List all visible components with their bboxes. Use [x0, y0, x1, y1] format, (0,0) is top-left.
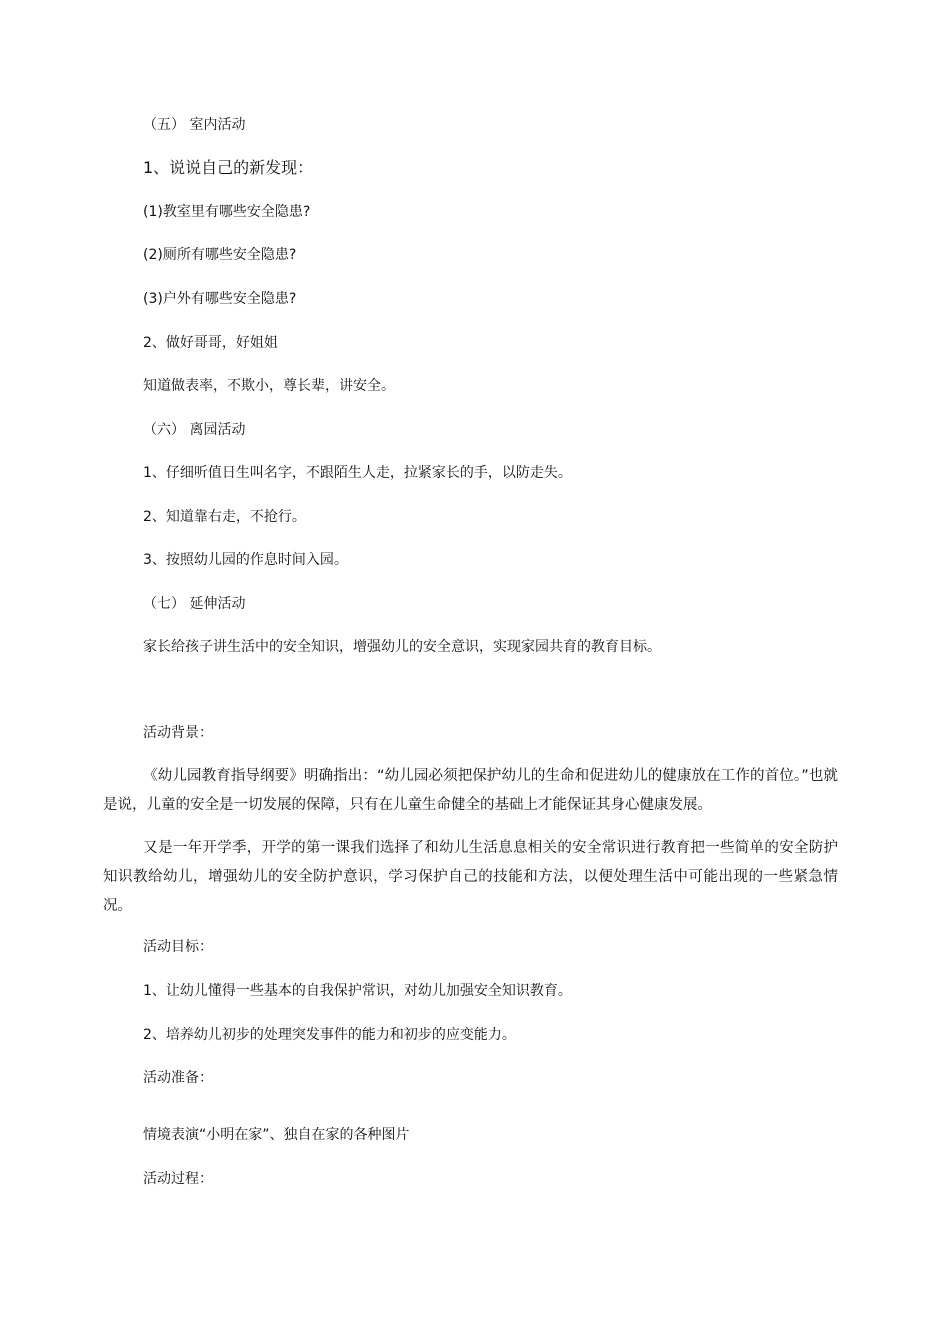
section-5-heading: （五） 室内活动 — [143, 117, 246, 133]
section-6-item-1: 1、仔细听值日生叫名字，不跟陌生人走，拉紧家长的手，以防走失。 — [143, 465, 572, 481]
background-paragraph-1 — [103, 762, 838, 820]
background-paragraph-1-text: 《幼儿园教育指导纲要》明确指出：“幼儿园必须把保护幼儿的生命和促进幼儿的健康放在工作的首位。”也就是说，儿童的安全是一切发展的保障，只有在儿童生命健全的基础上才能保证其身心健康发展。 — [103, 768, 838, 813]
section-5-item-2: 2、做好哥哥，好姐姐 — [143, 335, 278, 351]
section-6-heading: （六） 离园活动 — [143, 422, 246, 438]
background-paragraph-2 — [103, 834, 838, 921]
section-6-item-3: 3、按照幼儿园的作息时间入园。 — [143, 552, 348, 568]
section-7-heading: （七） 延伸活动 — [143, 596, 246, 612]
goals-item-2: 2、培养幼儿初步的处理突发事件的能力和初步的应变能力。 — [143, 1027, 516, 1043]
section-5-question-3: (3)户外有哪些安全隐患? — [143, 291, 297, 307]
section-5-question-1: (1)教室里有哪些安全隐患? — [143, 204, 311, 220]
section-5-item-2-text: 知道做表率，不欺小，尊长辈，讲安全。 — [143, 378, 395, 394]
prep-label: 活动准备： — [143, 1070, 213, 1086]
section-5-question-2: (2)厕所有哪些安全隐患? — [143, 247, 297, 263]
process-label: 活动过程： — [143, 1171, 213, 1187]
goals-item-1: 1、让幼儿懂得一些基本的自我保护常识，对幼儿加强安全知识教育。 — [143, 983, 572, 999]
section-7-text: 家长给孩子讲生活中的安全知识，增强幼儿的安全意识，实现家园共育的教育目标。 — [143, 639, 661, 655]
goals-label: 活动目标： — [143, 939, 213, 955]
background-paragraph-2-text: 又是一年开学季，开学的第一课我们选择了和幼儿生活息息相关的安全常识进行教育把一些简单的安全防护知识教给幼儿，增强幼儿的安全防护意识，学习保护自己的技能和方法，以便处理生活中可能出现的一些紧急情况。 — [103, 840, 838, 914]
background-label: 活动背景： — [143, 725, 213, 741]
section-6-item-2: 2、知道靠右走，不抢行。 — [143, 509, 306, 525]
section-5-item-1: 1、说说自己的新发现： — [143, 158, 314, 177]
prep-text: 情境表演“小明在家”、独自在家的各种图片 — [143, 1127, 410, 1143]
